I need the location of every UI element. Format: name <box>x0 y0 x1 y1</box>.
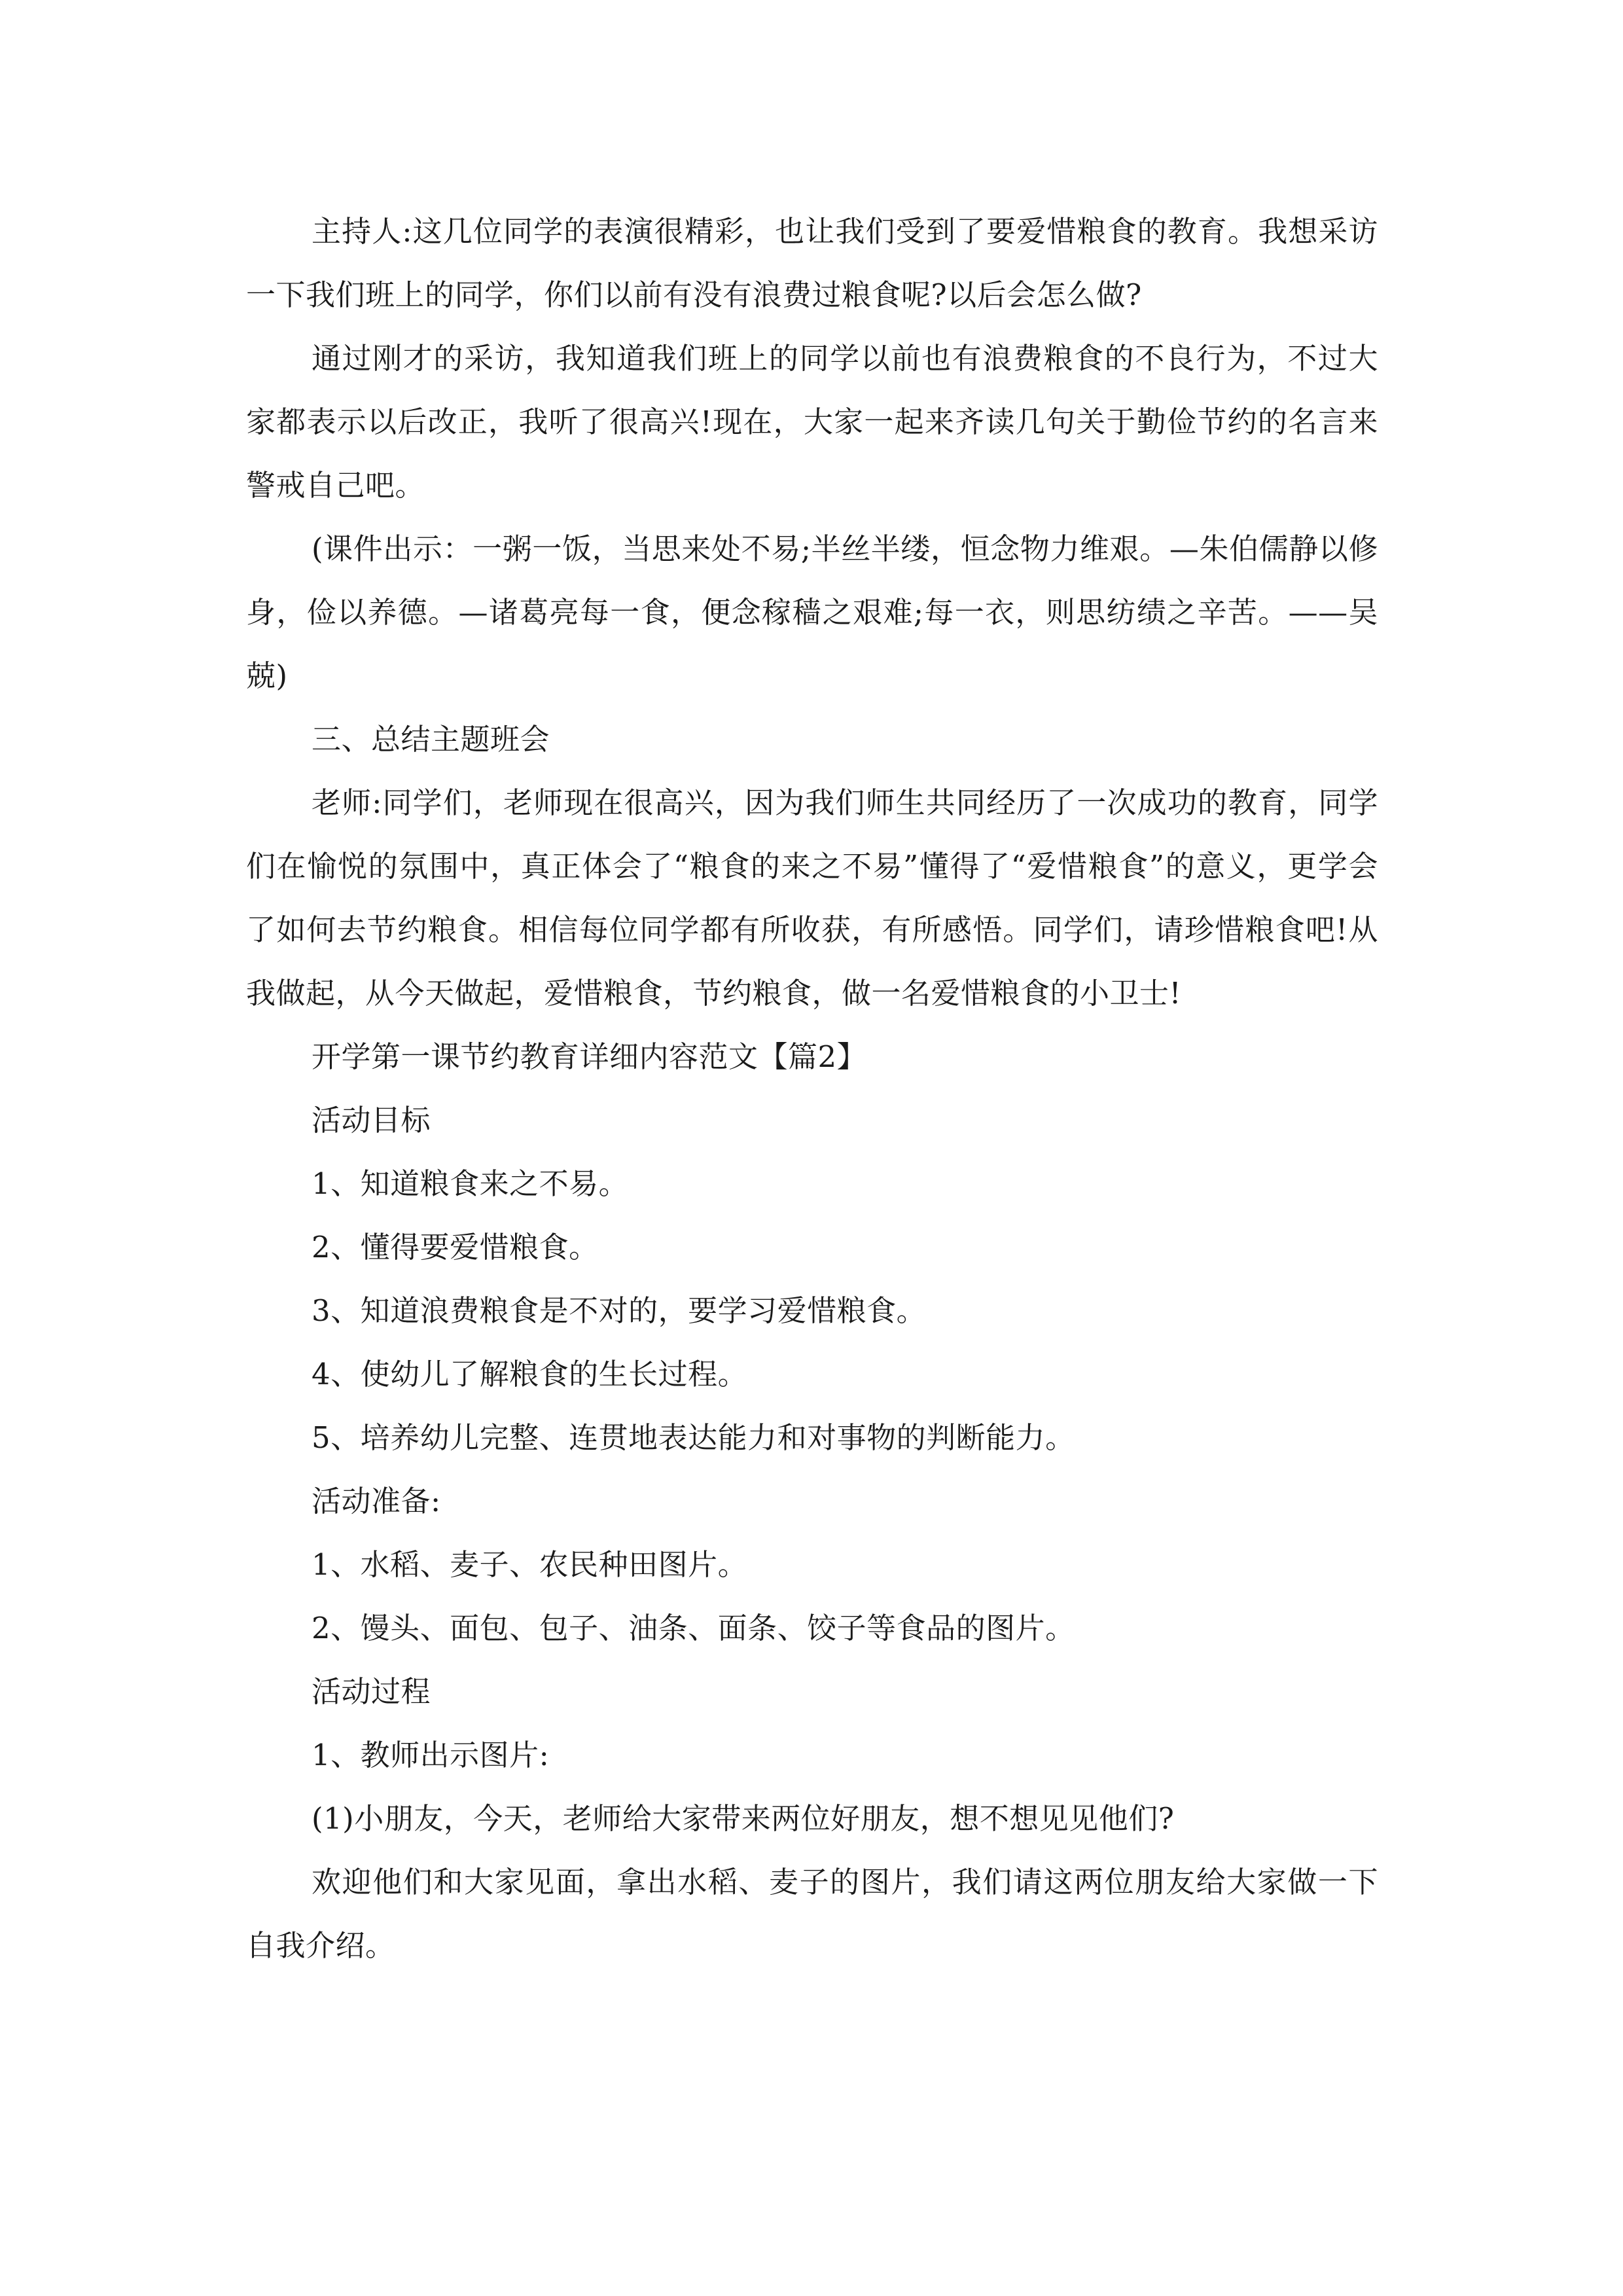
list-item-goal-3: 3、知道浪费粮食是不对的，要学习爱惜粮食。 <box>312 1293 927 1328</box>
list-item-goal-2: 2、懂得要爱惜粮食。 <box>312 1230 599 1265</box>
document-page <box>246 200 1378 1977</box>
list-item-goal-1: 1、知道粮食来之不易。 <box>312 1166 629 1201</box>
paragraph-teacher-summary: 老师:同学们，老师现在很高兴，因为我们师生共同经历了一次成功的教育，同学们在愉悦的氛围中，真正体会了“粮食的来之不易”懂得了“爱惜粮食”的意义，更学会了如何去节约粮食。相信每位同学都有所收获，有所感悟。同学们，请珍惜粮食吧!从我做起，从今天做起，爱惜粮食，节约粮食，做一名爱惜粮食的小卫士! <box>246 785 1378 1011</box>
paragraph-host-interview: 主持人:这几位同学的表演很精彩，也让我们受到了要爱惜粮食的教育。我想采访一下我们班上的同学，你们以前有没有浪费过粮食呢?以后会怎么做? <box>246 214 1378 312</box>
article-title-part-2: 开学第一课节约教育详细内容范文【篇2】 <box>312 1039 867 1074</box>
list-item-prep-1: 1、水稻、麦子、农民种田图片。 <box>312 1547 748 1582</box>
paragraph-quotes: (课件出示：一粥一饭，当思来处不易;半丝半缕，恒念物力维艰。—朱伯儒静以修身，俭以养德。—诸葛亮每一食，便念稼穑之艰难;每一衣，则思纺绩之辛苦。——吴兢) <box>246 531 1378 693</box>
heading-activity-preparation: 活动准备: <box>312 1484 441 1518</box>
list-item-prep-2: 2、馒头、面包、包子、油条、面条、饺子等食品的图片。 <box>312 1611 1075 1645</box>
section-heading-summary: 三、总结主题班会 <box>312 722 550 757</box>
heading-activity-process: 活动过程 <box>312 1674 431 1709</box>
paragraph-welcome: 欢迎他们和大家见面，拿出水稻、麦子的图片，我们请这两位朋友给大家做一下自我介绍。 <box>246 1865 1378 1963</box>
list-item-process-1: 1、教师出示图片: <box>312 1738 550 1772</box>
list-item-goal-5: 5、培养幼儿完整、连贯地表达能力和对事物的判断能力。 <box>312 1420 1075 1455</box>
paragraph-after-interview: 通过刚才的采访，我知道我们班上的同学以前也有浪费粮食的不良行为，不过大家都表示以后改正，我听了很高兴!现在，大家一起来齐读几句关于勤俭节约的名言来警戒自己吧。 <box>246 341 1378 503</box>
sub-item-process-1-1: (1)小朋友，今天，老师给大家带来两位好朋友，想不想见见他们? <box>312 1801 1175 1836</box>
list-item-goal-4: 4、使幼儿了解粮食的生长过程。 <box>312 1357 748 1391</box>
heading-activity-goals: 活动目标 <box>312 1103 431 1138</box>
